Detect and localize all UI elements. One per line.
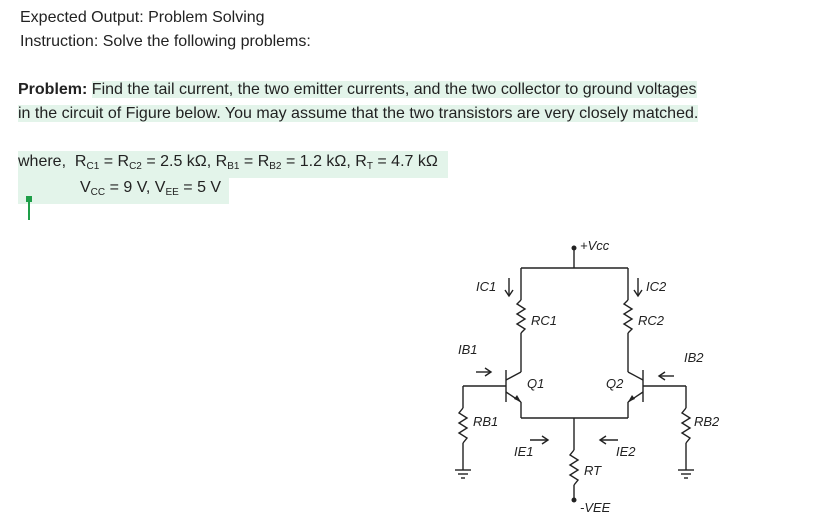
rt-label: RT xyxy=(584,463,602,478)
problem-line-2: in the circuit of Figure below. You may assume that the two transistors are very closely matched. xyxy=(18,105,699,122)
rb1-label: RB1 xyxy=(473,414,499,429)
where-label: where, xyxy=(18,153,67,170)
rc-value: = 2.5 kΩ, xyxy=(146,153,212,170)
given-values-line-1: where, $R_{C1} = R_{C2} = 2.5$ kΩ, $R_{B1} = R_{B2} = 1.2$ kΩ, $R_T = 4.7$ kΩ xyxy=(18,151,448,178)
ic1-label: IC1 xyxy=(476,279,497,294)
ie2-label: IE2 xyxy=(616,444,636,459)
q2-label: Q2 xyxy=(606,376,624,391)
rb2-label: RB2 xyxy=(694,414,720,429)
problem-label: Problem: xyxy=(18,81,88,98)
ib1-label: IB1 xyxy=(458,342,478,357)
rc1-label: RC1 xyxy=(531,313,558,328)
problem-line-1: Find the tail current, the two emitter currents, and the two collector to ground voltages xyxy=(91,81,697,98)
vcc-value: = 9 V, xyxy=(109,179,151,196)
rc2-label: RC2 xyxy=(638,313,665,328)
vee-value: = 5 V xyxy=(183,179,222,196)
ib2-label: IB2 xyxy=(684,350,704,365)
given-values-line-2: $V_{CC} = 9$ V, $V_{EE} = 5$ V xyxy=(18,177,229,204)
vee-label: -VEE xyxy=(580,500,611,515)
vcc-label: +Vcc xyxy=(580,238,610,253)
ie1-label: IE1 xyxy=(514,444,534,459)
q1-label: Q1 xyxy=(527,376,545,391)
ic2-label: IC2 xyxy=(646,279,667,294)
rb-value: = 1.2 kΩ, xyxy=(285,153,351,170)
rt-value: = 4.7 kΩ xyxy=(377,153,438,170)
instruction-text: Instruction: Solve the following problems: xyxy=(20,33,311,50)
expected-output-text: Expected Output: Problem Solving xyxy=(20,9,265,26)
